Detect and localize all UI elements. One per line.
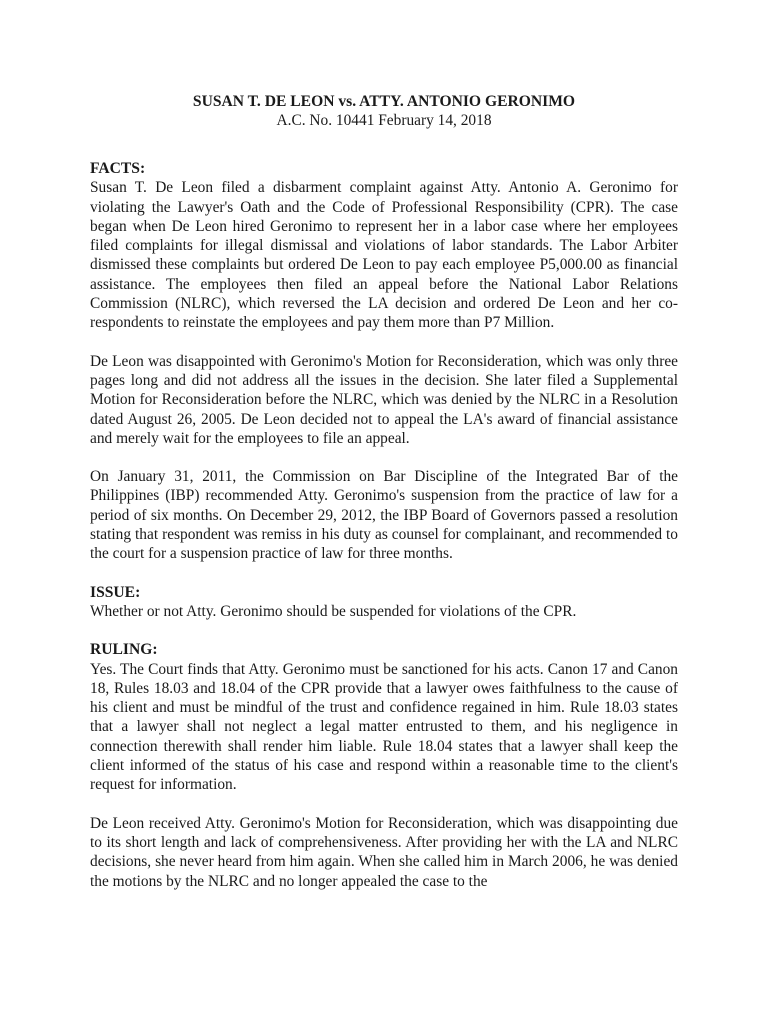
section-issue	[90, 583, 678, 622]
facts-paragraph-2: De Leon was disappointed with Geronimo's Motion for Reconsideration, which was only three pages long and did not address all the issues in the decision. She later filed a Supplemental Motion for Reconsideration before the NLRC, which was denied by the NLRC in a Resolution dated August 26, 2005. De Leon decided not to appeal the LA's award of financial assistance and merely wait for the employees to file an appeal.	[90, 352, 678, 447]
case-number-date: A.C. No. 10441 February 14, 2018	[276, 112, 492, 129]
issue-paragraph-1: Whether or not Atty. Geronimo should be suspended for violations of the CPR.	[90, 602, 577, 620]
section-heading-issue: ISSUE:	[90, 583, 141, 601]
section-ruling	[90, 640, 678, 891]
facts-paragraph-3: On January 31, 2011, the Commission on Bar Discipline of the Integrated Bar of the Philippines (IBP) recommended Atty. Geronimo's suspension from the practice of law for a period of six months. On December 29, 2012, the IBP Board of Governors passed a resolution stating that respondent was remiss in his duty as counsel for complainant, and recommended to the court for a suspension practice of law for three months.	[90, 468, 678, 563]
document-title: SUSAN T. DE LEON vs. ATTY. ANTONIO GERONIMO	[192, 93, 576, 110]
section-heading-ruling: RULING:	[90, 641, 158, 659]
ruling-paragraph-1: Yes. The Court finds that Atty. Geronimo must be sanctioned for his acts. Canon 17 and Canon 18, Rules 18.03 and 18.04 of the CPR provide that a lawyer owes faithfulness to the cause of his client and must be mindful of the trust and confidence regained in him. Rule 18.03 states that a lawyer shall not neglect a legal matter entrusted to them, and his negligence in connection therewith shall render him liable. Rule 18.04 states that a lawyer shall keep the client informed of the status of his case and respond within a reasonable time to the client's request for information.	[90, 660, 678, 794]
section-facts	[90, 159, 678, 564]
ruling-paragraph-2: De Leon received Atty. Geronimo's Motion for Reconsideration, which was disappointing due to its short length and lack of comprehensiveness. After providing her with the LA and NLRC decisions, she never heard from him again. When she called him in March 2006, he was denied the motions by the NLRC and no longer appealed the case to the	[90, 814, 678, 890]
section-heading-facts: FACTS:	[90, 160, 146, 177]
document-page	[90, 92, 678, 891]
facts-paragraph-1: Susan T. De Leon filed a disbarment complaint against Atty. Antonio A. Geronimo for violating the Lawyer's Oath and the Code of Professional Responsibility (CPR). The case began when De Leon hired Geronimo to represent her in a labor case where her employees filed complaints for illegal dismissal and violations of labor standards. The Labor Arbiter dismissed these complaints but ordered De Leon to pay each employee P5,000.00 as financial assistance. The employees then filed an appeal before the National Labor Relations Commission (NLRC), which reversed the LA decision and ordered De Leon and her co-respondents to reinstate the employees and pay them more than P7 Million.	[90, 179, 678, 332]
